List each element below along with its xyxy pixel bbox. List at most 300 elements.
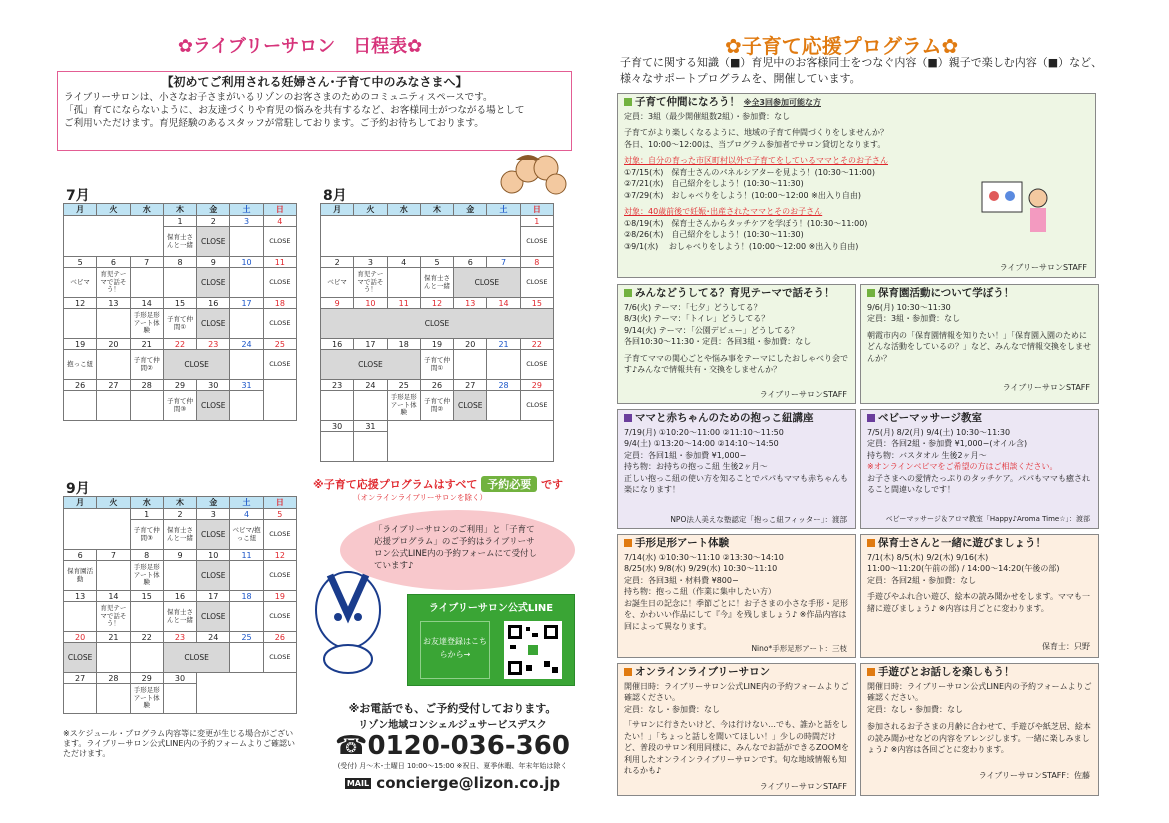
calendar-date-cell: 11 [387,298,420,309]
program-desc: お子さまへの愛情たっぷりのタッチケア。パパもママも癒されること間違いなしです！ [867,473,1091,494]
calendar-event-cell [64,309,97,339]
calendar-date-cell: 22 [520,339,553,350]
calendar-date-cell: 20 [64,632,97,643]
session: ③9/1(水) おしゃべりをしよう！(10:00～12:00 ※出入り自由) [624,241,859,251]
program-line: 7/6(火) テーマ：「七夕」どうしてる？ [624,302,762,312]
program-line: 各回10:30～11:30・定員：各回3組・参加費：なし [624,337,812,346]
calendar-date-cell: 30 [163,673,196,684]
program-desc: 「サロンに行きたいけど、今は行けない…でも、誰かと話をしたい！」「ちょっと話しを聞いてほしい！」少しの時間だけど、普段のサロン利用同様に、みんなでお話ができるZOOMを利用したオンラインライブリーサロンです。旬な地域情報も知れるかも♪ [624,720,849,775]
calendar-date-cell: 29 [163,380,196,391]
weekday: 水 [130,204,163,216]
program-line: 9/4(土) ①13:20～14:00 ②14:10～14:50 [624,439,779,448]
calendar-date-cell: 29 [130,673,163,684]
calendar-date-cell: 18 [263,298,296,309]
calendar-event-cell: ベビマ/抱っこ紐 [230,520,263,550]
session: ①7/15(木) 保育士さんのパネルシアターを見よう！(10:30～11:00) [624,167,875,177]
mail-address: concierge@lizon.co.jp [376,774,561,792]
calendar-event-cell: CLOSE [263,643,296,673]
calendar-date-cell: 28 [487,380,520,391]
calendar-event-cell: 抱っこ紐 [64,350,97,380]
intro-heading: 【初めてご利用される妊婦さん･子育て中のみなさまへ】 [161,75,468,89]
calendar-event-cell [163,268,196,298]
calendar-date-cell: 13 [454,298,487,309]
program-line: 7/1(木) 8/5(木) 9/2(木) 9/16(木) [867,552,989,562]
calendar-date-cell: 26 [420,380,453,391]
calendar-event-cell: CLOSE [197,268,230,298]
target-1: 対象：自分の育った市区町村以外で子育てをしているママとそのお子さん [624,156,888,165]
staff: ライブリーサロンSTAFF：佐藤 [978,770,1090,780]
session: ②7/21(水) 自己紹介をしよう！(10:30～11:30) [624,179,804,188]
calendar-date-cell: 18 [230,591,263,602]
weekday: 火 [354,204,387,216]
july-calendar [63,203,297,421]
calendar-event-cell [64,684,97,714]
program-title: 手形足形アート体験 [635,537,730,549]
calendar-date-cell: 13 [64,591,97,602]
program-line: 定員：各回3組・材料費 ¥800− [624,575,739,585]
weekday: 水 [130,497,163,509]
weekday: 土 [230,204,263,216]
calendar-date-cell: 8 [130,550,163,561]
calendar-date-cell: 4 [263,216,296,227]
calendar-date-cell: 2 [163,509,196,520]
calendar-date-cell: 24 [197,632,230,643]
calendar-date-cell [387,421,553,462]
calendar-event-cell [230,227,263,257]
calendar-date-cell: 3 [230,216,263,227]
program-title: ベビーマッサージ教室 [878,412,982,424]
calendar-event-cell [230,391,263,421]
calendar-event-cell: 保育士さんと一緒 [163,602,196,632]
program-theme [617,284,856,404]
calendar-event-cell [97,391,130,421]
calendar-date-cell: 6 [97,257,130,268]
session: ③7/29(木) おしゃべりをしよう！(10:00～12:00 ※出入り自由) [624,190,861,200]
calendar-date-cell: 7 [97,550,130,561]
calendar-date-cell: 19 [263,591,296,602]
session: ①8/19(木) 保育士さんからタッチケアを学ぼう！(10:30～11:00) [624,218,868,228]
staff: ベビーマッサージ＆アロマ教室「Happy♪Aroma Time☆」：渡部 [885,514,1090,523]
calendar-event-cell: 保育園活動 [64,561,97,591]
program-nakama [617,93,1096,278]
phone-icon: ☎ [335,731,368,761]
calendar-date-cell: 12 [263,550,296,561]
calendar-event-cell: CLOSE [197,561,230,591]
program-warning: ※オンラインベビマをご希望の方はご相談ください。 [867,462,1058,471]
calendar-date-cell: 29 [520,380,553,391]
calendar-date-cell: 8 [520,257,553,268]
program-line: 定員：なし・参加費：なし [867,704,963,714]
september-label: 9月 [66,481,90,497]
calendar-event-cell [354,432,387,462]
program-line: 11:00～11:20(午前の部) / 14:00～14:20(午後の部) [867,564,1060,573]
calendar-date-cell: 10 [230,257,263,268]
calendar-date-cell: 9 [197,257,230,268]
calendar-event-cell: 手形足形アート体験 [130,309,163,339]
calendar-event-cell: CLOSE [321,350,421,380]
calendar-event-cell: ベビマ [64,268,97,298]
calendar-date-cell [321,216,521,257]
reserve-sub: （オンラインライブリーサロンを除く） [353,493,488,502]
calendar-event-cell: 育児テーマで話そう！ [97,268,130,298]
calendar-date-cell: 9 [321,298,354,309]
calendar-event-cell: CLOSE [520,268,553,298]
calendar-date-cell: 19 [420,339,453,350]
calendar-date-cell: 4 [230,509,263,520]
calendar-date-cell: 28 [97,673,130,684]
program-line: 7/5(月) 8/2(月) 9/4(土) 10:30～11:30 [867,427,1011,437]
calendar-date-cell [197,673,297,714]
calendar-date-cell: 21 [130,339,163,350]
calendar-event-cell [130,602,163,632]
program-note: ※全3回参加可能な方 [743,98,821,107]
program-line: 開催日時：ライブリーサロン公式LINE内の予約フォームよりご確認ください。 [867,681,1092,702]
calendar-date-cell: 24 [354,380,387,391]
calendar-date-cell: 24 [230,339,263,350]
august-label: 8月 [323,188,347,204]
qr-code-icon[interactable] [504,621,562,679]
line-title: ライブリーサロン公式LINE [428,603,554,614]
calendar-date-cell: 16 [321,339,354,350]
panel-theater-illustration [980,176,1055,236]
calendar-event-cell: CLOSE [197,520,230,550]
weekday: 日 [520,204,553,216]
weekday: 火 [97,204,130,216]
calendar-event-cell [64,602,97,632]
reservation-required-badge: 予約必要 [481,476,537,492]
program-title: 子育て仲間になろう！ [635,96,740,108]
reserve-tail: です [541,478,564,491]
mail-icon: MAIL [346,779,370,788]
calendar-date-cell: 25 [387,380,420,391]
phone-number-text: 0120-036-360 [367,731,570,761]
weekday: 木 [163,204,196,216]
calendar-date-cell: 17 [230,298,263,309]
staff: ライブリーサロンSTAFF [1002,382,1090,392]
calendar-event-cell [97,643,130,673]
phone-number[interactable] [330,731,575,761]
session: ②8/26(木) 自己紹介をしよう！(10:30～11:30) [624,230,804,239]
calendar-event-cell [321,391,354,421]
calendar-date-cell: 30 [321,421,354,432]
calendar-event-cell: CLOSE [520,227,553,257]
calendar-event-cell: 手形足形アート体験 [130,561,163,591]
calendar-event-cell [130,391,163,421]
calendar-date-cell: 17 [354,339,387,350]
calendar-date-cell: 6 [64,550,97,561]
calendar-date-cell: 19 [64,339,97,350]
calendar-date-cell: 1 [130,509,163,520]
calendar-date-cell: 5 [420,257,453,268]
program-hoikuen [860,284,1099,404]
program-desc: 朝霞市内の「保育園情報を知りたい！」「保育園入園のためにどんな活動をしているの？」など、みんなで情報交換をしませんか？ [867,330,1091,363]
calendar-date-cell: 13 [97,298,130,309]
calendar-date-cell [64,509,131,550]
program-title: みんなどうしてる？育児テーマで話そう！ [635,287,835,299]
calendar-event-cell: CLOSE [321,309,554,339]
calendar-event-cell [487,350,520,380]
program-art [617,534,856,658]
calendar-event-cell: CLOSE [197,391,230,421]
calendar-date-cell: 5 [263,509,296,520]
program-desc: お誕生日の記念に！季節ごとに！お子さまの小さな手形・足形を、かわいい作品にして『今』を残しましょう♪ ※作品内容は回によって異なります。 [624,598,848,631]
reserve-note [313,476,563,503]
calendar-date-cell: 5 [64,257,97,268]
program-line: 7/14(水) ①10:30～11:10 ②13:30～14:10 [624,552,784,562]
staff: Nino*手形足形アート：三枝 [751,643,847,653]
program-line: 8/3(火) テーマ：「トイレ」どうしてる？ [624,314,770,323]
calendar-date-cell: 27 [454,380,487,391]
calendar-date-cell: 22 [163,339,196,350]
calendar-event-cell [354,391,387,421]
program-line: 7/19(月) ①10:20～11:00 ②11:10～11:50 [624,427,784,437]
staff: 保育士：只野 [1042,641,1090,651]
calendar-event-cell [64,391,97,421]
program-desc: 参加されるお子さまの月齢に合わせて、手遊びや紙芝居、絵本の読み聞かせなどの内容をアレンジします。一緒に楽しみましょう♪ ※内容は各回ごとに変わります。 [867,722,1091,754]
calendar-date-cell: 2 [197,216,230,227]
calendar-date-cell: 1 [163,216,196,227]
calendar-date-cell: 23 [197,339,230,350]
weekday: 金 [454,204,487,216]
calendar-date-cell: 26 [64,380,97,391]
calendar-event-cell [163,684,196,714]
calendar-date-cell: 20 [454,339,487,350]
calendar-date-cell: 15 [520,298,553,309]
weekday: 土 [487,204,520,216]
calendar-event-cell: 子育て仲間③ [130,520,163,550]
calendar-event-cell: 子育て仲間② [420,391,453,421]
calendar-event-cell [97,350,130,380]
calendar-event-cell [230,602,263,632]
calendar-event-cell: 手形足形アート体験 [387,391,420,421]
program-line: 定員：各回2組・参加費：なし [867,575,977,585]
intro-line: ご利用いただけます。育児経験のあるスタッフが常駐しております。ご予約お待ちしております。 [64,118,484,129]
program-story [860,663,1099,796]
calendar-event-cell [97,561,130,591]
calendar-date-cell: 25 [230,632,263,643]
july-label: 7月 [66,188,90,204]
calendar-date-cell: 16 [197,298,230,309]
program-line: 定員：なし・参加費：なし [624,704,720,714]
calendar-date-cell: 23 [321,380,354,391]
reserve-lead: ※子育て応援プログラムはすべて [313,478,478,491]
calendar-event-cell: CLOSE [263,602,296,632]
program-title: 手遊びとお話しを楽しもう！ [878,666,1015,678]
program-fee: 定員：3組（最少開催組数2組）・参加費：なし [624,111,791,121]
calendar-date-cell: 25 [263,339,296,350]
calendar-event-cell: CLOSE [163,350,230,380]
calendar-event-cell [321,432,354,462]
program-title: オンラインライブリーサロン [635,666,771,678]
right-title: ✿子育て応援プログラム✿ [725,34,959,58]
calendar-date-cell: 21 [487,339,520,350]
calendar-date-cell: 26 [263,632,296,643]
weekday: 金 [197,497,230,509]
calendar-event-cell: CLOSE [263,227,296,257]
footnote: ※スケジュール・プログラム内容等に変更が生じる場合がございます。ライブリーサロン公式LINE内の予約フォームよりご確認いただけます。 [63,729,296,758]
calendar-date-cell: 17 [197,591,230,602]
calendar-date-cell: 10 [197,550,230,561]
calendar-event-cell: 保育士さんと一緒 [420,268,453,298]
program-online [617,663,856,796]
line-cta[interactable]: お友達登録はこちらから→ [420,621,490,679]
calendar-date-cell: 22 [130,632,163,643]
calendar-event-cell [387,268,420,298]
august-calendar [320,203,554,462]
calendar-event-cell: 手形足形アート体験 [130,684,163,714]
program-line: 8/25(水) 9/8(水) 9/29(水) 10:30～11:10 [624,564,778,573]
left-title: ✿ライブリーサロン 日程表✿ [177,36,423,57]
calendar-date-cell: 11 [230,550,263,561]
staff: ライブリーサロンSTAFF [999,262,1087,272]
calendar-event-cell: 育児テーマで話そう！ [354,268,387,298]
program-line: 定員：3組・参加費：なし [867,314,961,323]
line-qr-panel[interactable] [407,594,575,686]
calendar-event-cell: CLOSE [520,391,553,421]
calendar-event-cell: CLOSE [64,643,97,673]
weekday: 土 [230,497,263,509]
weekday: 水 [387,204,420,216]
service-desk: リゾン地域コンシェルジュサービスデスク [358,720,547,731]
calendar-date-cell: 3 [197,509,230,520]
calendar-event-cell: CLOSE [263,350,296,380]
calendar-event-cell [230,350,263,380]
calendar-date-cell: 14 [130,298,163,309]
calendar-date-cell: 31 [230,380,263,391]
mascot-illustration [300,555,395,675]
calendar-event-cell: 保育士さんと一緒 [163,227,196,257]
calendar-event-cell: 子育て仲間② [130,350,163,380]
calendar-date-cell: 15 [130,591,163,602]
calendar-date-cell: 27 [64,673,97,684]
program-desc: 手遊びやふれ合い遊び、絵本の読み聞かせをします。ママも一緒に遊びましょう♪ ※内容は月ごとに変わります。 [867,592,1091,613]
phone-hours: (受付) 月～木･土曜日 10:00～15:00 ※祝日、夏季休暇、年末年始は除く [337,762,568,770]
calendar-date-cell [64,216,164,257]
calendar-date-cell: 7 [487,257,520,268]
calendar-date-cell: 10 [354,298,387,309]
program-baby-massage [860,409,1099,529]
program-line: 持ち物：お持ちの抱っこ紐 生後2ヶ月～ [624,462,768,471]
calendar-date-cell: 31 [354,421,387,432]
weekday: 木 [163,497,196,509]
target-2: 対象：40歳前後で妊娠･出産されたママとそのお子さん [624,207,823,216]
calendar-date-cell: 27 [97,380,130,391]
weekday: 火 [97,497,130,509]
calendar-event-cell [230,643,263,673]
calendar-event-cell: 育児テーマで話そう！ [97,602,130,632]
right-intro: 子育てに関する知識（■）育児中のお客様同士をつなぐ内容（■）親子で楽しむ内容（■）など、様々なサポートプログラムを、開催しています。 [620,56,1103,85]
calendar-date-cell: 7 [130,257,163,268]
program-dakko [617,409,856,529]
program-title: 保育園活動について学ぼう！ [878,287,1015,299]
calendar-event-cell: 子育て仲間③ [163,391,196,421]
calendar-date-cell: 21 [97,632,130,643]
program-line: 定員：各回1組・参加費 ¥1,000− [624,450,747,460]
calendar-event-cell: CLOSE [263,309,296,339]
intro-box [57,71,572,151]
intro-line: ライブリーサロンは、小さなお子さまがいるリゾンのお客さまのためのコミュニティスペースです。 [64,92,493,103]
calendar-date-cell: 30 [197,380,230,391]
weekday: 金 [197,204,230,216]
calendar-event-cell: 保育士さんと一緒 [163,520,196,550]
calendar-date-cell: 9 [163,550,196,561]
calendar-event-cell: 子育て仲間① [163,309,196,339]
calendar-event-cell: 子育て仲間① [420,350,453,380]
calendar-date-cell: 1 [520,216,553,227]
program-desc: 各日、10:00～12:00は、当プログラム参加者でサロン貸切となります。 [624,139,886,149]
program-title: 保育士さんと一緒に遊びましょう！ [878,537,1046,549]
calendar-event-cell: ベビマ [321,268,354,298]
intro-line: 「孤」育てにならないように、お友達づくりや育児の悩みを共有するなど、お客様同士がつながる場として [64,105,525,116]
calendar-event-cell: CLOSE [263,520,296,550]
calendar-date-cell: 28 [130,380,163,391]
weekday: 木 [420,204,453,216]
calendar-event-cell: CLOSE [454,391,487,421]
calendar-event-cell [230,268,263,298]
calendar-date-cell: 14 [97,591,130,602]
calendar-date-cell: 14 [487,298,520,309]
weekday: 日 [263,204,296,216]
calendar-event-cell [97,309,130,339]
family-illustration [498,152,568,198]
program-title: ママと赤ちゃんのための抱っこ紐講座 [635,412,814,424]
calendar-event-cell: CLOSE [520,350,553,380]
calendar-event-cell [130,643,163,673]
calendar-event-cell: CLOSE [454,268,521,298]
calendar-date-cell: 6 [454,257,487,268]
staff: NPO法人美えな塾認定「抱っこ紐フィッター」：渡部 [670,514,847,524]
phone-block [330,700,575,792]
calendar-date-cell: 15 [163,298,196,309]
calendar-event-cell: CLOSE [197,602,230,632]
calendar-event-cell [487,391,520,421]
calendar-event-cell [454,350,487,380]
calendar-date-cell: 8 [163,257,196,268]
calendar-date-cell: 12 [420,298,453,309]
program-desc: 正しい抱っこ紐の使い方を知ることでパパもママも赤ちゃんも楽になります！ [624,473,848,494]
calendar-date-cell: 4 [387,257,420,268]
program-line: 持ち物：バスタオル 生後2ヶ月～ [867,450,987,460]
calendar-event-cell [163,561,196,591]
mail-line[interactable] [330,774,575,792]
calendar-event-cell: CLOSE [163,643,230,673]
weekday: 月 [321,204,354,216]
program-desc: 子育てママの関心ごとや悩み事をテーマにしたおしゃべり会です♪みんなで情報共有・交換をしませんか？ [624,353,848,374]
speech-bubble: 「ライブリーサロンのご利用」と「子育て応援プログラム」のご予約はライブリーサロン公式LINE内の予約フォームにて受付しています♪ [340,510,575,590]
program-line: 持ち物：抱っこ紐（作業に集中したい方） [624,587,776,596]
weekday: 月 [64,204,97,216]
calendar-event-cell [230,309,263,339]
calendar-event-cell: CLOSE [263,268,296,298]
calendar-event-cell [230,561,263,591]
calendar-date-cell: 16 [163,591,196,602]
calendar-date-cell: 18 [387,339,420,350]
program-line: 開催日時：ライブリーサロン公式LINE内の予約フォームよりご確認ください。 [624,681,849,702]
calendar-event-cell: CLOSE [197,227,230,257]
calendar-date-cell: 2 [321,257,354,268]
calendar-date-cell: 3 [354,257,387,268]
program-desc: 子育てがより楽しくなるように、地域の子育て仲間づくりをしませんか？ [624,128,888,137]
program-line: 9/6(月) 10:30～11:30 [867,302,951,312]
staff: ライブリーサロンSTAFF [759,389,847,399]
calendar-date-cell [263,380,296,421]
weekday: 月 [64,497,97,509]
program-line: 9/14(火) テーマ：「公園デビュー」どうしてる？ [624,325,799,335]
calendar-event-cell: CLOSE [263,561,296,591]
program-line: 定員：各回2組・参加費 ¥1,000−(オイル含) [867,439,1028,448]
calendar-event-cell [97,684,130,714]
september-calendar [63,496,297,714]
